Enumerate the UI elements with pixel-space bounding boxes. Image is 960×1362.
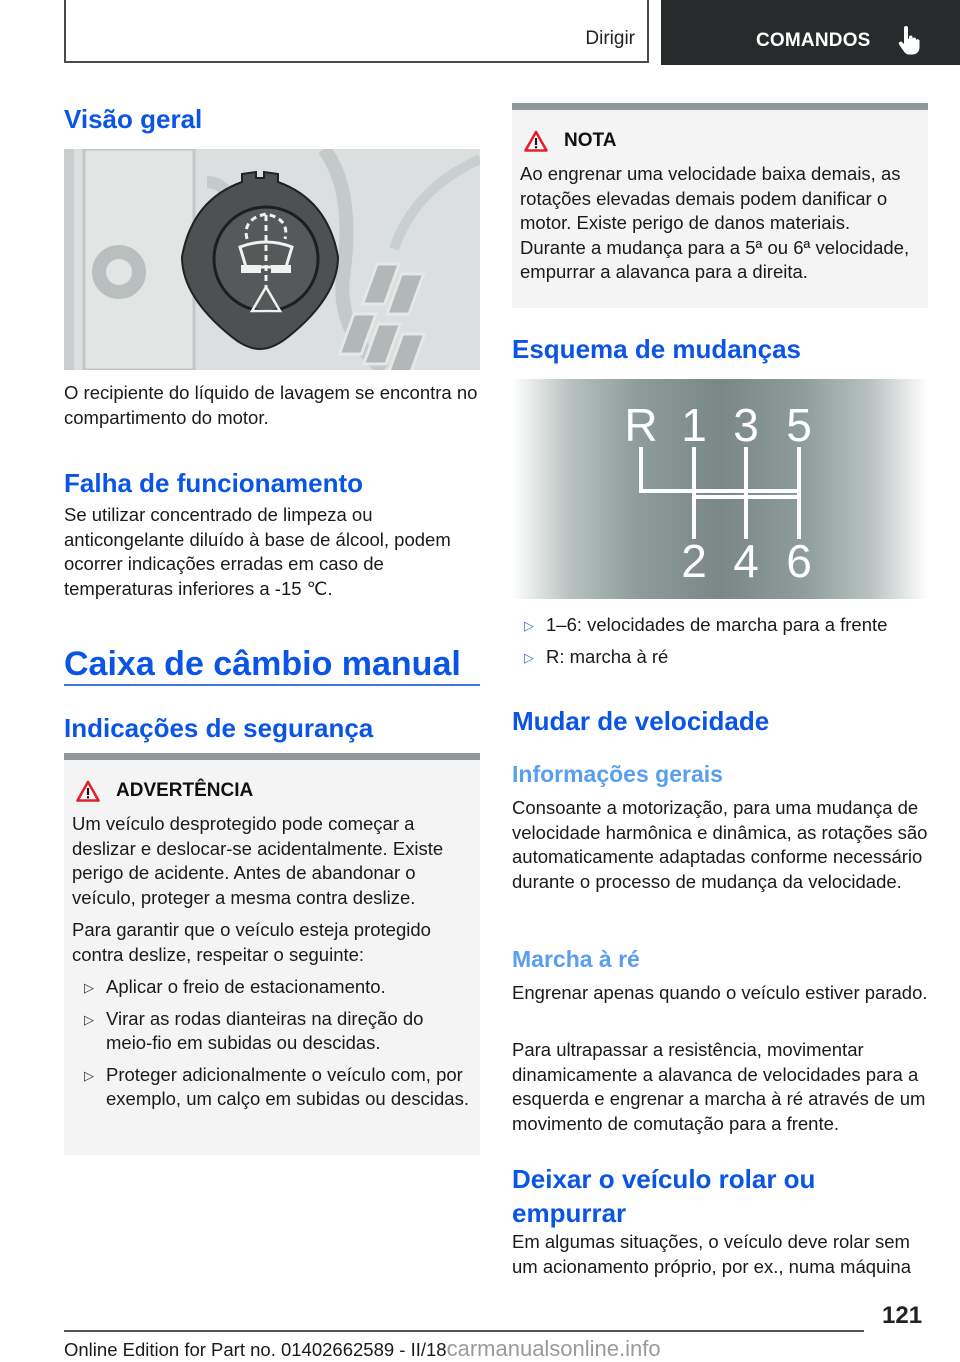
section-title-seguranca: Indicações de segurança (64, 713, 374, 743)
svg-text:5: 5 (786, 399, 812, 451)
right-column (512, 100, 928, 1300)
subsection-title-marcha-re: Marcha à ré (512, 946, 640, 972)
warning-notice (64, 753, 480, 1155)
washer-reservoir-image (64, 149, 480, 370)
washer-reservoir-illustration (64, 149, 480, 370)
chapter-title-underline (64, 684, 480, 686)
footer-watermark: carmanualsonline.info (446, 1336, 661, 1361)
svg-text:4: 4 (733, 535, 759, 587)
bullet-triangle-icon: ▷ (524, 649, 534, 665)
visao-geral-text: O recipiente do líquido de lavagem se encontra no compartimento do motor. (64, 382, 478, 428)
bullet-triangle-icon: ▷ (524, 618, 534, 633)
footer-rule (64, 1330, 864, 1332)
subsection-title-informacoes: Informações gerais (512, 761, 723, 787)
header-section-tab (661, 0, 960, 65)
chapter-title: Caixa de câmbio manual (64, 645, 461, 683)
svg-text:3: 3 (733, 399, 759, 451)
marcha-re-text-2: Para ultrapassar a resistência, movimentar dinamicamente a alavanca de velocidades para a esquerda e engrenar a marcha à ré através de um movimento de comutação para a frente. (512, 1039, 926, 1134)
footer-edition (64, 1336, 661, 1362)
svg-text:R: R (624, 399, 658, 451)
list-item: ▷ Aplicar o freio de estacionamento. (72, 975, 472, 1000)
nota-notice-label: NOTA (564, 130, 617, 151)
section-title-esquema: Esquema de mudanças (512, 334, 801, 364)
footer-edition-text: Online Edition for Part no. 01402662589 - II/18 (64, 1339, 447, 1360)
list-item: ▷ 1–6: velocidades de marcha para a frente (512, 613, 928, 638)
rolar-text: Em algumas situações, o veículo deve rolar sem um acionamento próprio, por ex., numa máquina (512, 1231, 911, 1277)
svg-text:1: 1 (681, 399, 707, 451)
hand-pointer-icon (897, 26, 923, 56)
gear-legend-list (512, 613, 928, 676)
gear-shift-pattern-image (512, 379, 928, 599)
falha-text: Se utilizar concentrado de limpeza ou anticongelante diluído à base de álcool, podem ocorrer indicações erradas em caso de temperaturas inferiores a -15 ℃. (64, 504, 451, 599)
bullet-triangle-icon: ▷ (84, 980, 94, 995)
warning-triangle-icon (524, 130, 548, 152)
warning-notice-text: Um veículo desprotegido pode começar a deslizar e deslocar-se acidentalmente. Existe perigo de acidente. Antes de abandonar o veículo, proteger a mesma contra deslize. (72, 813, 444, 908)
header-chapter: Dirigir (585, 28, 635, 49)
header-chapter-box (64, 0, 649, 63)
warning-notice-text-2: Para garantir que o veículo esteja protegido contra deslize, respeitar o seguinte: (72, 919, 431, 965)
section-title-mudar: Mudar de velocidade (512, 706, 770, 736)
nota-notice-text: Ao engrenar uma velocidade baixa demais, as rotações elevadas demais podem danificar o motor. Existe perigo de danos materiais. Durante a mudança para a 5ª ou 6ª velocidade, empurrar a alavanca para a direita. (520, 163, 910, 282)
warning-notice-list (72, 975, 472, 1112)
svg-text:2: 2 (681, 535, 707, 587)
section-title-rolar: Deixar o veículo rolar ou empurrar (512, 1164, 816, 1228)
svg-text:6: 6 (786, 535, 812, 587)
nota-notice (512, 103, 928, 308)
bullet-triangle-icon: ▷ (84, 1011, 94, 1027)
list-item: ▷ Proteger adicionalmente o veículo com, por exemplo, um calço em subidas ou descidas. (84, 1063, 469, 1109)
nota-notice-header (524, 128, 920, 154)
section-title-falha: Falha de funcionamento (64, 468, 364, 498)
bullet-triangle-icon: ▷ (84, 1067, 94, 1083)
warning-notice-header (76, 778, 472, 804)
header-section-label: COMANDOS (756, 30, 871, 51)
warning-notice-label: ADVERTÊNCIA (116, 780, 254, 801)
left-column (64, 100, 480, 1200)
list-item: ▷ Virar as rodas dianteiras na direção do meio-fio em subidas ou descidas. (84, 1007, 424, 1053)
list-item: ▷ R: marcha à ré (512, 645, 928, 670)
page-number: 121 (882, 1302, 923, 1329)
marcha-re-text-1: Engrenar apenas quando o veículo estiver parado. (512, 982, 928, 1003)
section-title-visao-geral: Visão geral (64, 104, 203, 134)
gear-shift-pattern-diagram (512, 379, 928, 599)
warning-triangle-icon (76, 780, 100, 802)
informacoes-text: Consoante a motorização, para uma mudança de velocidade harmônica e dinâmica, as rotações são automaticamente adaptadas conforme necessário durante o processo de mudança da velocidade. (512, 797, 928, 892)
